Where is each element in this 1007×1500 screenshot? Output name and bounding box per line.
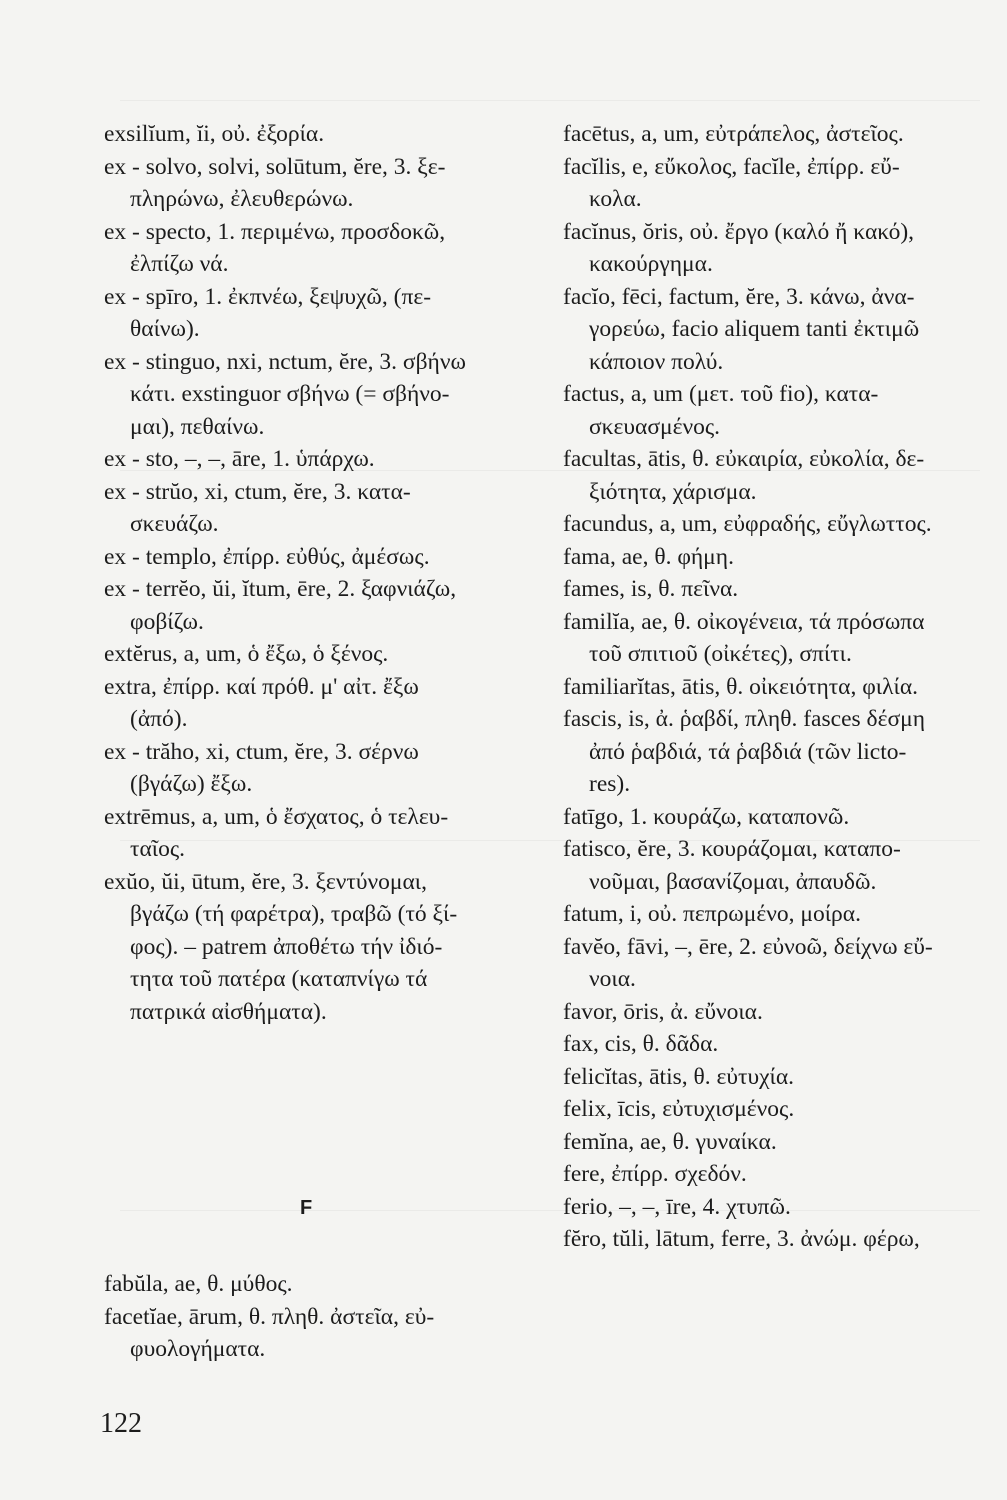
section-letter: F <box>300 1197 313 1219</box>
dictionary-entry: ex - templo, ἐπίρρ. εὐθύς, ἀμέσως. <box>104 543 430 570</box>
dictionary-entry: facultas, ātis, θ. εὐκαιρία, εὐκολία, δε- ξιότητα, χάρισμα. <box>563 446 925 505</box>
dictionary-entry: extrēmus, a, um, ὁ ἔσχατος, ὁ τελευ- ταῖος. <box>104 803 449 862</box>
dictionary-entry: extĕrus, a, um, ὁ ἔξω, ὁ ξένος. <box>104 641 389 667</box>
left-column <box>104 118 536 1028</box>
dictionary-entry: factus, a, um (μετ. τοῦ fio), κατα- σκευασμένος. <box>563 381 879 440</box>
dictionary-entry: favĕo, fāvi, –, ēre, 2. εὐνοῶ, δείχνω εὔ- νοια. <box>563 933 933 992</box>
dictionary-entry: fatum, i, οὐ. πεπρωμένο, μοίρα. <box>563 901 861 927</box>
dictionary-entry: familĭa, ae, θ. οἰκογένεια, τά πρόσωπα τοῦ σπιτιοῦ (οἰκέτες), σπίτι. <box>563 608 925 667</box>
dictionary-entry: fĕro, tŭli, lātum, ferre, 3. ἀνώμ. φέρω, <box>563 1226 920 1252</box>
dictionary-entry: extra, ἐπίρρ. καί πρόθ. μ' αἰτ. ἔξω (ἀπό). <box>104 673 419 732</box>
dictionary-entry: ex - solvo, solvi, solūtum, ĕre, 3. ξε- πληρώνω, ἐλευθερώνω. <box>104 153 446 212</box>
dictionary-entry: fax, cis, θ. δᾶδα. <box>563 1031 719 1057</box>
dictionary-entry: ex - specto, 1. περιμένω, προσδοκῶ, ἐλπίζω νά. <box>104 218 446 277</box>
dictionary-entry: facĭnus, ŏris, οὐ. ἔργο (καλό ἤ κακό), κακούργημα. <box>563 218 915 277</box>
dictionary-entry: femĭna, ae, θ. γυναίκα. <box>563 1128 777 1155</box>
dictionary-entry: exsilĭum, ĭi, οὐ. ἐξορία. <box>104 121 325 147</box>
dictionary-entry: facĭo, fēci, factum, ĕre, 3. κάνω, ἀνα- γορεύω, facio aliquem tanti ἐκτιμῶ κάποιον πολύ. <box>563 283 920 375</box>
dictionary-entry: favor, ōris, ἀ. εὔνοια. <box>563 998 763 1025</box>
dictionary-entry: ex - strŭo, xi, ctum, ĕre, 3. κατα- σκευάζω. <box>104 478 411 537</box>
dictionary-entry: familiarĭtas, ātis, θ. οἰκειότητα, φιλία. <box>563 673 919 700</box>
left-column-bottom <box>104 1268 536 1366</box>
dictionary-entry: fatīgo, 1. κουράζω, καταπονῶ. <box>563 803 850 830</box>
dictionary-entry: ex - stinguo, nxi, nctum, ĕre, 3. σβήνω κάτι. exstinguor σβήνω (= σβήνο- μαι), πεθαίνω. <box>104 348 466 440</box>
dictionary-entry: fama, ae, θ. φήμη. <box>563 543 734 570</box>
dictionary-entry: ex - spīro, 1. ἐκπνέω, ξεψυχῶ, (πε- θαίνω). <box>104 283 432 342</box>
dictionary-entry: facĭlis, e, εὔκολος, facĭle, ἐπίρρ. εὔ- κολα. <box>563 153 900 212</box>
dictionary-entry: ex - sto, –, –, āre, 1. ὑπάρχω. <box>104 446 375 472</box>
dictionary-entry: fascis, is, ἀ. ῥαβδί, πληθ. fasces δέσμη ἀπό ῥαβδιά, τά ῥαβδιά (τῶν licto- res). <box>563 706 926 797</box>
right-column <box>563 118 995 1256</box>
dictionary-entry: ex - terrĕo, ŭi, ĭtum, ēre, 2. ξαφνιάζω, φοβίζω. <box>104 576 457 635</box>
dictionary-entry: facētus, a, um, εὐτράπελος, ἀστεῖος. <box>563 121 904 147</box>
dictionary-entry: felix, īcis, εὐτυχισμένος. <box>563 1096 795 1122</box>
page-number: 122 <box>100 1408 142 1439</box>
dictionary-entry: felicĭtas, ātis, θ. εὐτυχία. <box>563 1063 795 1090</box>
dictionary-entry: facetĭae, ārum, θ. πληθ. ἀστεῖα, εὐ- φυολογήματα. <box>104 1303 435 1362</box>
dictionary-entry: fames, is, θ. πεῖνα. <box>563 576 739 602</box>
dictionary-entry: ferio, –, –, īre, 4. χτυπῶ. <box>563 1193 791 1220</box>
dictionary-entry: fabŭla, ae, θ. μύθος. <box>104 1271 293 1297</box>
dictionary-entry: ex - trăho, xi, ctum, ĕre, 3. σέρνω (βγάζω) ἔξω. <box>104 738 419 797</box>
dictionary-entry: facundus, a, um, εὐφραδής, εὔγλωττος. <box>563 511 932 537</box>
dictionary-entry: exŭo, ŭi, ūtum, ĕre, 3. ξεντύνομαι, βγάζω (τή φαρέτρα), τραβῶ (τό ξί- φος). – patrem ἀποθέτω τήν ἰδιό- τητα τοῦ πατέρα (καταπνίγω τά πατρικά αἰσθήματα). <box>104 868 458 1025</box>
dictionary-entry: fere, ἐπίρρ. σχεδόν. <box>563 1161 747 1187</box>
dictionary-entry: fatisco, ĕre, 3. κουράζομαι, καταπο- νοῦμαι, βασανίζομαι, ἀπαυδῶ. <box>563 836 901 895</box>
